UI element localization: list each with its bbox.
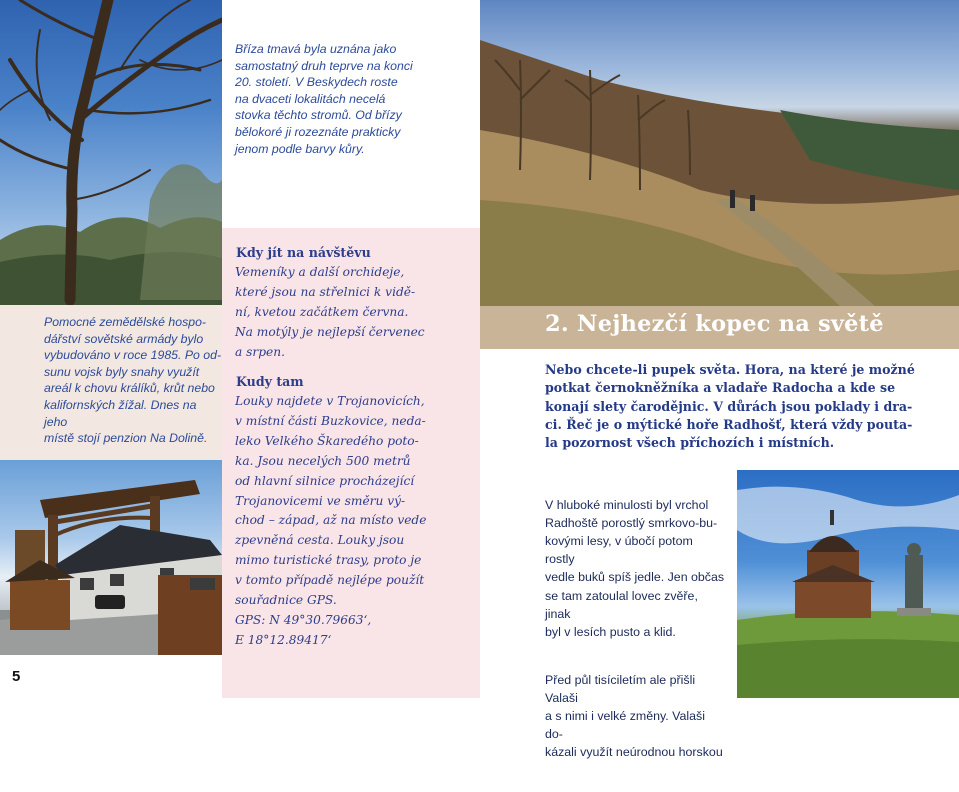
meadow-hill-photo bbox=[480, 0, 959, 306]
section-title: 2. Nejhezčí kopec na světě bbox=[545, 311, 884, 337]
visit-text: Vemeníky a další orchideje, které jsou na střelnici k vidě- ní, kvetou začátkem června. Na motýly je nejlepší červenec a srpen. bbox=[235, 265, 425, 359]
radhost-chapel-photo bbox=[737, 470, 959, 698]
birch-tree-photo bbox=[0, 0, 222, 305]
page-number: 5 bbox=[12, 668, 21, 685]
birch-caption: Bříza tmavá byla uznána jako samostatný druh teprve na konci 20. století. V Beskydech roste na dvaceti lokalitách necelá stovka těchto stromů. Od břízy bělokoré ji rozeznáte prakticky jenom podle barvy kůry. bbox=[235, 42, 413, 156]
lead-paragraph: Nebo chcete-li pupek světa. Hora, na které je možné potkat černokněžníka a vladaře Radocha a kde se konají slety čarodějnic. V důrách jsou poklady i dra- ci. Řeč je o mýtické hoře Radhošť, která vždy pouta- la pozornost všech příchozích i místních. bbox=[545, 362, 915, 451]
where-heading: Kudy tam bbox=[236, 374, 304, 389]
where-text: Louky najdete v Trojanovicích, v místní části Buzkovice, neda- leko Velkého Škaredého poto- ka. Jsou necelých 500 metrů od hlavní silnice procházející Trojanovicemi ve směru vý- chod – západ, až na místo vede zpevněná cesta. Louky jsou mimo turistické trasy, proto je v tomto případě nejlépe použít souřadnice GPS. GPS: N 49°30.79663‘, E 18°12.89417‘ bbox=[235, 394, 427, 647]
body-paragraph-2: Před půl tisíciletím ale přišli Valaši a s nimi i velké změny. Valaši do- kázali využít neúrodnou horskou bbox=[545, 672, 723, 760]
visit-heading: Kdy jít na návštěvu bbox=[236, 245, 371, 260]
body-text bbox=[545, 478, 725, 792]
farm-gate-photo bbox=[0, 460, 222, 655]
body-paragraph-1: V hluboké minulosti byl vrchol Radhoště porostlý smrkovo-bu- kovými lesy, v úbočí potom rostly vedle buků spíš jedle. Jen občas se tam zatoulal lovec zvěře, jinak byl v lesích pusto a klid. bbox=[545, 498, 725, 639]
farm-caption: Pomocné zemědělské hospo- dářství sovětské armády bylo vybudováno v roce 1985. Po od- sunu vojsk byly snahy využít areál k chovu králíků, krůt nebo kalifornských žížal. Dnes na jeho místě stojí penzion Na Dolině. bbox=[44, 315, 222, 446]
